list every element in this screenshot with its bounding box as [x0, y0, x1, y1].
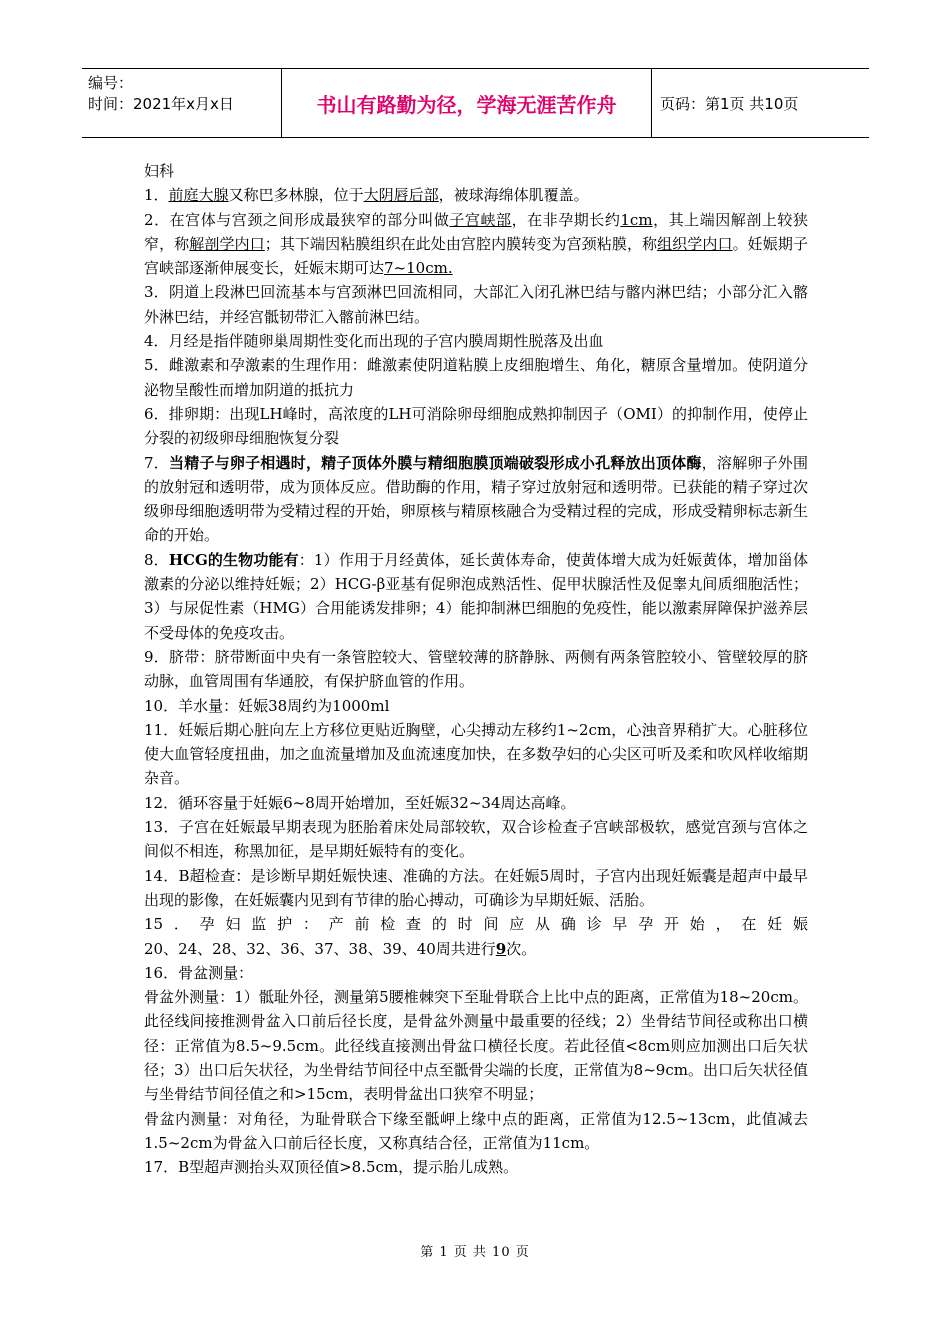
text: 2．在宫体与宫颈之间形成最狭窄的部分叫做 — [144, 210, 450, 229]
item-2 — [144, 208, 808, 281]
item-5: 5．雌激素和孕激素的生理作用：雌激素使阴道粘膜上皮细胞增生、角化，糖原含量增加。使阴道分泌物呈酸性而增加阴道的抵抗力 — [144, 356, 808, 399]
text: ，其上端因解剖上较狭窄，称 — [144, 210, 808, 253]
item-13: 13．子宫在妊娠最早期表现为胚胎着床处局部较软，双合诊检查子宫峡部极软，感觉宫颈与宫体之间似不相连，称黑加征，是早期妊娠特有的变化。 — [144, 818, 808, 861]
underlined-term: 7~10cm. — [384, 259, 453, 278]
item-14: 14．B超检查：是诊断早期妊娠快速、准确的方法。在妊娠5周时，子宫内出现妊娠囊是超声中最早出现的影像，在妊娠囊内见到有节律的胎心搏动，可确诊为早期妊娠、活胎。 — [144, 866, 808, 909]
text: 。妊娠期子宫峡部逐渐伸展变长，妊娠末期可达 — [144, 234, 808, 278]
header-motto: 书山有路勤为径，学海无涯苦作舟 — [282, 69, 652, 137]
text: ，在非孕期长约 — [511, 210, 621, 229]
document-body — [144, 159, 808, 1179]
item-16-internal: 骨盆内测量：对角径，为耻骨联合下缘至骶岬上缘中点的距离，正常值为12.5~13cm，此值减去1.5~2cm为骨盆入口前后径长度，又称真结合径，正常值为11cm。 — [144, 1109, 808, 1152]
item-9: 9．脐带：脐带断面中央有一条管腔较大、管壁较薄的脐静脉、两侧有两条管腔较小、管壁较厚的脐动脉，血管周围有华通胶，有保护脐血管的作用。 — [144, 647, 808, 691]
underlined-term: 大阴唇后部 — [363, 186, 439, 205]
text: ；其下端因粘膜组织在此处由宫腔内膜转变为宫颈粘膜，称 — [264, 234, 658, 253]
underlined-term: 组织学内口 — [657, 234, 733, 253]
item-8 — [144, 548, 808, 645]
item-4: 4．月经是指伴随卵巢周期性变化而出现的子宫内膜周期性脱落及出血 — [144, 332, 604, 351]
item-12: 12．循环容量于妊娠6~8周开始增加，至妊娠32~34周达高峰。 — [144, 793, 576, 812]
item-17: 17．B型超声测抬头双顶径值>8.5cm，提示胎儿成熟。 — [144, 1158, 519, 1177]
text: ，被球海绵体肌覆盖。 — [438, 186, 589, 205]
underlined-term: 子宫峡部 — [449, 210, 512, 229]
underlined-term: 解剖学内口 — [189, 234, 265, 253]
underlined-term: 前庭大腺 — [168, 186, 229, 205]
page-footer: 第 1 页 共 10 页 — [420, 1245, 530, 1260]
bold-text: 当精子与卵子相遇时，精子顶体外膜与精细胞膜顶端破裂形成小孔释放出顶体酶 — [168, 453, 702, 472]
item-7 — [144, 451, 808, 548]
item-10: 10．羊水量：妊娠38周约为1000ml — [144, 696, 390, 715]
text: 1． — [144, 186, 169, 205]
underlined-term: 9 — [495, 939, 507, 958]
text: 次。 — [506, 939, 537, 958]
item-15-line-1: 15．孕妇监护：产前检查的时间应从确诊早孕开始，在妊娠 — [144, 915, 808, 934]
page-header — [82, 68, 869, 138]
item-15-line-2 — [144, 937, 808, 961]
text: 又称巴多林腺，位于 — [228, 186, 364, 205]
text: ，溶解卵子外围的放射冠和透明带，成为顶体反应。借助酶的作用，精子穿过放射冠和透明带。已获能的精子穿过次级卵母细胞透明带为受精过程的开始，卵原核与精原核融合为受精过程的完成，形成受精卵标志新生命的开始。 — [144, 453, 808, 545]
text: 7． — [144, 453, 169, 472]
section-title: 妇科 — [144, 162, 175, 180]
text: ：1）作用于月经黄体，延长黄体寿命，使黄体增大成为妊娠黄体，增加甾体激素的分泌以维持妊娠；2）HCG-β亚基有促卵泡成熟活性、促甲状腺活性及促睾丸间质细胞活性；3）与尿促性素（HMG）合用能诱发排卵；4）能抑制淋巴细胞的免疫性，能以激素屏障保护滋养层不受母体的免疫攻击。 — [144, 550, 808, 642]
underlined-term: 1cm — [620, 210, 653, 229]
date-label: 时间：2021年x月x日 — [88, 95, 234, 113]
text: 20、24、28、32、36、37、38、39、40周共进行 — [144, 939, 496, 958]
item-16: 16．骨盆测量： — [144, 963, 254, 982]
header-page-info: 页码：第1页 共10页 — [660, 94, 799, 113]
bold-text: HCG的生物功能有 — [168, 550, 299, 569]
item-3: 3．阴道上段淋巴回流基本与宫颈淋巴回流相同，大部汇入闭孔淋巴结与髂内淋巴结；小部分汇入髂外淋巴结，并经宫骶韧带汇入髂前淋巴结。 — [144, 283, 808, 326]
header-meta — [82, 69, 282, 137]
item-1 — [144, 183, 808, 207]
item-6: 6．排卵期：出现LH峰时，高浓度的LH可消除卵母细胞成熟抑制因子（OMI）的抑制作用，使停止分裂的初级卵母细胞恢复分裂 — [144, 404, 808, 448]
text: 8． — [144, 550, 169, 569]
item-11: 11．妊娠后期心脏向左上方移位更贴近胸壁，心尖搏动左移约1~2cm，心浊音界稍扩大。心脏移位使大血管轻度扭曲，加之血流量增加及血流速度加快，在多数孕妇的心尖区可听及柔和吹风样收缩期杂音。 — [144, 720, 808, 788]
item-16-external: 骨盆外测量：1）骶耻外径，测量第5腰椎棘突下至耻骨联合上比中点的距离，正常值为18~20cm。此径线间接推测骨盆入口前后径长度，是骨盆外测量中最重要的径线；2）坐骨结节间径或称出口横径：正常值为8.5~9.5cm。此径线直接测出骨盆口横径长度。若此径值<8cm则应加测出口后矢状径；3）出口后矢状径，为坐骨结节间径中点至骶骨尖端的长度，正常值为8~9cm。出口后矢状径值与坐骨结节间径值之和>15cm，表明骨盆出口狭窄不明显； — [144, 988, 808, 1104]
doc-number-label: 编号： — [88, 74, 134, 92]
